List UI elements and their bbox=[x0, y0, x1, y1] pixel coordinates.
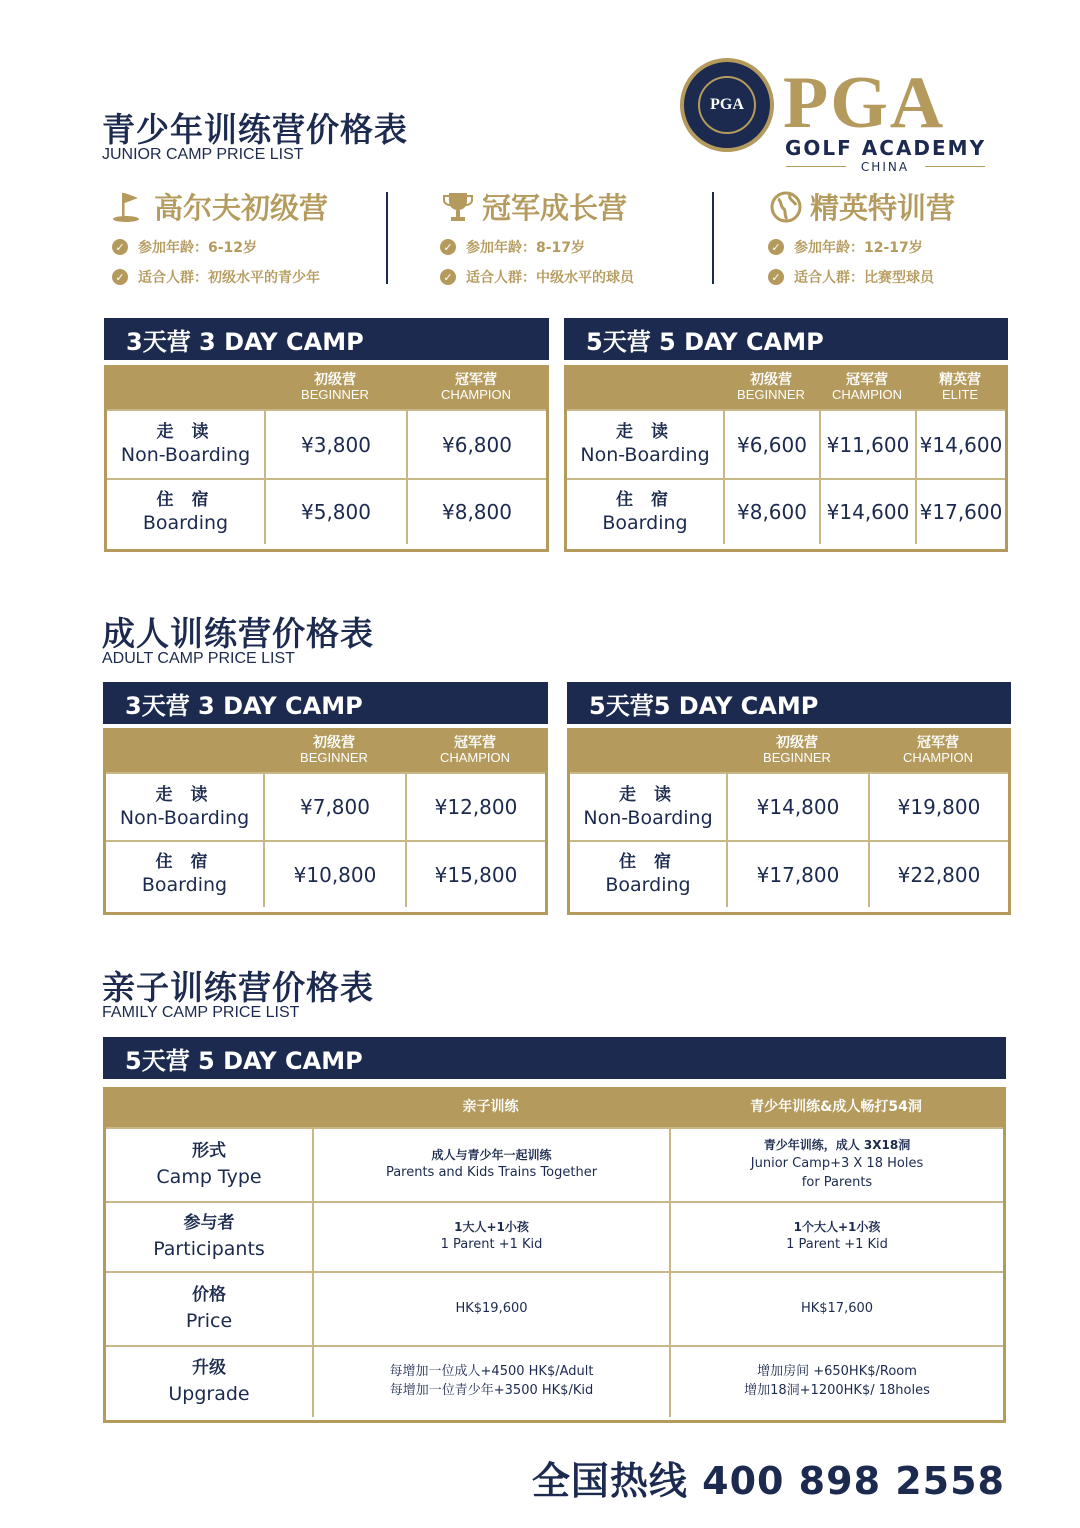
table-row bbox=[106, 1201, 1003, 1271]
cell-text: 青少年训练，成人 3X18洞 bbox=[763, 1138, 911, 1153]
table-row bbox=[570, 772, 1008, 840]
row-label-en: Camp Type bbox=[156, 1165, 262, 1188]
col-header-cn: 亲子训练 bbox=[462, 1098, 519, 1115]
col-header-cn: 初级营 bbox=[314, 371, 356, 388]
china-text: CHINA bbox=[860, 160, 910, 174]
col-header-en: CHAMPION bbox=[831, 386, 903, 402]
table-row bbox=[106, 1127, 1003, 1201]
col-header-en: BEGINNER bbox=[301, 386, 369, 402]
col-header-cn: 初级营 bbox=[313, 734, 355, 751]
cell-text: for Parents bbox=[801, 1174, 873, 1190]
col-header-cn: 冠军营 bbox=[454, 734, 496, 751]
col-header-en: CHAMPION bbox=[440, 386, 512, 402]
cell-text: 每增加一位青少年+3500 HK$/Kid bbox=[389, 1383, 594, 1398]
col-header-en: BEGINNER bbox=[763, 749, 831, 765]
price-cell: ¥15,800 bbox=[405, 842, 545, 907]
row-label-cn: 走 读 bbox=[156, 422, 215, 443]
check-icon: ✓ bbox=[440, 239, 456, 255]
category-elite bbox=[768, 186, 955, 287]
junior-3day-table bbox=[104, 318, 549, 553]
col-header-en: ELITE bbox=[941, 386, 979, 402]
junior-5day-table bbox=[564, 318, 1008, 553]
divider bbox=[712, 192, 714, 284]
cell-text: 增加房间 +650HK$/Room bbox=[757, 1364, 917, 1380]
price-cell: ¥22,800 bbox=[868, 842, 1008, 907]
table-header-row bbox=[107, 365, 546, 409]
row-label-cn: 参与者 bbox=[183, 1212, 235, 1233]
divider bbox=[386, 192, 388, 284]
row-label-cn: 住 宿 bbox=[616, 489, 674, 510]
pga-seal-logo bbox=[680, 58, 774, 152]
col-header-en: BEGINNER bbox=[737, 386, 805, 402]
category-audience: 适合人群：比赛型球员 bbox=[794, 270, 934, 286]
row-label-cn: 住 宿 bbox=[619, 852, 677, 873]
price-cell: HK$17,600 bbox=[800, 1300, 874, 1316]
table-title: 3天营 3 DAY CAMP bbox=[104, 318, 549, 360]
row-label-en: Boarding bbox=[605, 874, 691, 897]
row-label-cn: 形式 bbox=[192, 1140, 226, 1161]
price-cell: ¥14,800 bbox=[726, 774, 868, 840]
family-table bbox=[103, 1037, 1006, 1423]
adult-title-en: ADULT CAMP PRICE LIST bbox=[102, 650, 295, 667]
row-label-cn: 价格 bbox=[192, 1284, 226, 1305]
col-header-cn: 初级营 bbox=[776, 734, 818, 751]
row-label-en: Non-Boarding bbox=[583, 806, 713, 829]
price-cell: ¥3,800 bbox=[264, 411, 406, 478]
price-cell: ¥8,800 bbox=[406, 480, 546, 544]
price-cell: ¥8,600 bbox=[723, 480, 819, 544]
table-row bbox=[106, 840, 545, 907]
table-header-row bbox=[106, 728, 545, 772]
table-row bbox=[106, 1271, 1003, 1345]
golf-flag-icon bbox=[112, 189, 148, 225]
row-label-en: Price bbox=[185, 1309, 233, 1332]
col-header-cn: 冠军营 bbox=[846, 371, 888, 388]
cell-text: 1大人+1小孩 bbox=[454, 1219, 529, 1234]
table-row bbox=[567, 409, 1005, 478]
cell-text: 每增加一位成人+4500 HK$/Adult bbox=[389, 1364, 594, 1380]
col-header-cn: 精英营 bbox=[939, 371, 981, 388]
table-row bbox=[106, 772, 545, 840]
price-cell: ¥14,600 bbox=[819, 480, 915, 544]
table-title: 3天营 3 DAY CAMP bbox=[103, 682, 548, 724]
category-title: 精英特训营 bbox=[810, 191, 956, 225]
cell-text: 成人与青少年一起训练 bbox=[431, 1147, 552, 1162]
table-title: 5天营5 DAY CAMP bbox=[567, 682, 1011, 724]
price-cell: ¥6,600 bbox=[723, 411, 819, 478]
check-icon: ✓ bbox=[768, 239, 784, 255]
category-beginner bbox=[112, 186, 328, 287]
row-label-cn: 住 宿 bbox=[156, 489, 215, 510]
table-row bbox=[107, 409, 546, 478]
pga-wordmark: PGA bbox=[783, 62, 946, 144]
check-icon: ✓ bbox=[768, 269, 784, 285]
table-row bbox=[106, 1345, 1003, 1417]
row-label-en: Non-Boarding bbox=[120, 444, 251, 467]
category-title: 高尔夫初级营 bbox=[154, 191, 329, 225]
junior-title-cn: 青少年训练营价格表 bbox=[102, 110, 408, 149]
col-header-cn: 初级营 bbox=[750, 371, 792, 388]
price-cell: ¥14,600 bbox=[915, 411, 1005, 478]
category-audience: 适合人群：初级水平的青少年 bbox=[138, 270, 320, 286]
price-cell: ¥17,800 bbox=[726, 842, 868, 907]
category-title: 冠军成长营 bbox=[482, 191, 628, 225]
golf-academy-text: GOLF ACADEMY bbox=[785, 136, 987, 160]
cell-text: 增加18洞+1200HK$/ 18holes bbox=[744, 1383, 930, 1398]
table-title: 5天营 5 DAY CAMP bbox=[564, 318, 1008, 360]
family-title-en: FAMILY CAMP PRICE LIST bbox=[102, 1004, 300, 1021]
table-header-row bbox=[106, 1087, 1003, 1127]
table-row bbox=[107, 478, 546, 544]
cell-text: Parents and Kids Trains Together bbox=[385, 1165, 598, 1181]
cell-text: 1个大人+1小孩 bbox=[793, 1219, 881, 1234]
category-age: 参加年龄：6-12岁 bbox=[138, 240, 258, 256]
seal-text: PGA bbox=[710, 96, 744, 113]
category-age: 参加年龄：8-17岁 bbox=[466, 240, 586, 256]
row-label-cn: 升级 bbox=[192, 1357, 226, 1378]
trophy-icon bbox=[440, 189, 476, 225]
price-cell: ¥12,800 bbox=[405, 774, 545, 840]
price-cell: ¥5,800 bbox=[264, 480, 406, 544]
col-header-en: BEGINNER bbox=[300, 749, 368, 765]
row-label-en: Non-Boarding bbox=[580, 444, 710, 467]
adult-3day-table bbox=[103, 682, 548, 916]
price-cell: HK$19,600 bbox=[455, 1300, 528, 1316]
cell-text: Junior Camp+3 X 18 Holes bbox=[750, 1155, 924, 1171]
price-cell: ¥11,600 bbox=[819, 411, 915, 478]
junior-title-en: JUNIOR CAMP PRICE LIST bbox=[102, 146, 304, 163]
price-cell: ¥7,800 bbox=[263, 774, 405, 840]
check-icon: ✓ bbox=[440, 269, 456, 285]
row-label-cn: 走 读 bbox=[619, 784, 677, 805]
table-title: 5天营 5 DAY CAMP bbox=[103, 1037, 1006, 1079]
cell-text: 1 Parent +1 Kid bbox=[440, 1237, 543, 1253]
check-icon: ✓ bbox=[112, 239, 128, 255]
family-title-cn: 亲子训练营价格表 bbox=[102, 968, 374, 1007]
row-label-en: Participants bbox=[153, 1237, 265, 1260]
col-header-cn: 冠军营 bbox=[455, 371, 497, 388]
category-age: 参加年龄：12-17岁 bbox=[794, 240, 923, 256]
check-icon: ✓ bbox=[112, 269, 128, 285]
adult-title-cn: 成人训练营价格表 bbox=[102, 614, 374, 653]
row-label-cn: 走 读 bbox=[616, 422, 674, 443]
table-header-row bbox=[570, 728, 1008, 772]
cell-text: 1 Parent +1 Kid bbox=[786, 1237, 888, 1253]
col-header-en: CHAMPION bbox=[902, 749, 974, 765]
price-cell: ¥17,600 bbox=[915, 480, 1005, 544]
row-label-en: Boarding bbox=[602, 511, 688, 534]
price-cell: ¥6,800 bbox=[406, 411, 546, 478]
row-label-cn: 走 读 bbox=[155, 784, 214, 805]
row-label-en: Boarding bbox=[142, 511, 229, 534]
hotline-text: 全国热线 400 898 2558 bbox=[531, 1459, 1005, 1503]
row-label-en: Non-Boarding bbox=[119, 806, 250, 829]
table-header-row bbox=[567, 365, 1005, 409]
col-header-cn: 青少年训练&成人畅打54洞 bbox=[750, 1098, 922, 1115]
table-row bbox=[570, 840, 1008, 907]
col-header-cn: 冠军营 bbox=[917, 734, 959, 751]
row-label-en: Upgrade bbox=[168, 1382, 250, 1405]
table-row bbox=[567, 478, 1005, 544]
adult-5day-table bbox=[567, 682, 1011, 916]
row-label-en: Boarding bbox=[141, 874, 228, 897]
row-label-cn: 住 宿 bbox=[155, 852, 214, 873]
price-cell: ¥10,800 bbox=[263, 842, 405, 907]
category-audience: 适合人群：中级水平的球员 bbox=[466, 270, 634, 286]
category-champion bbox=[440, 186, 634, 287]
globe-icon bbox=[768, 189, 804, 225]
col-header-en: CHAMPION bbox=[439, 749, 511, 765]
price-cell: ¥19,800 bbox=[868, 774, 1008, 840]
